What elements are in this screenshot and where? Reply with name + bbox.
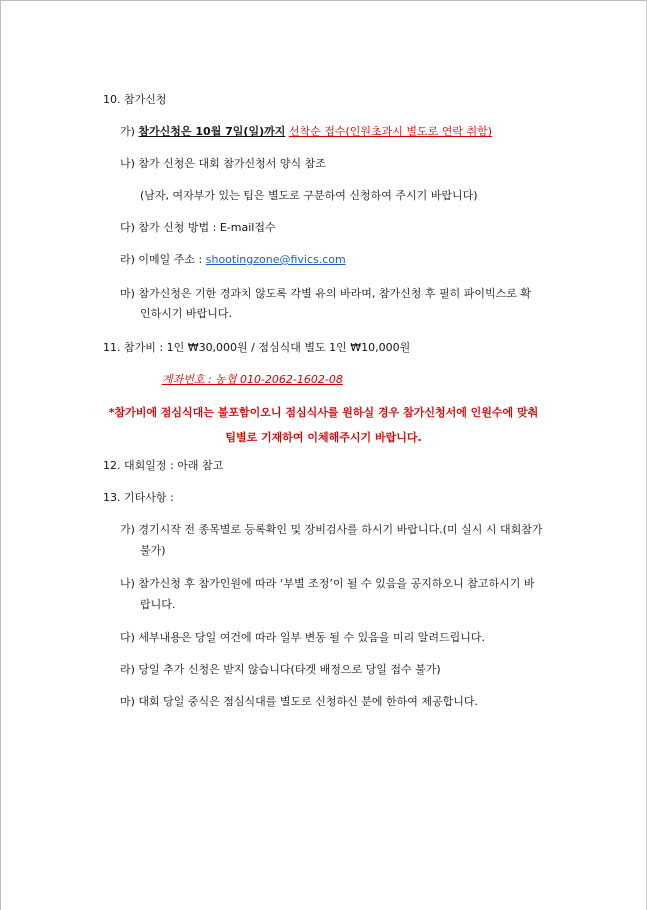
- section-13-item-ma: 마) 대회 당일 중식은 점심식대를 별도로 신청하신 분에 한하여 제공합니다.: [120, 695, 479, 708]
- page-border-left: [0, 0, 1, 910]
- section-10-item-ga: [120, 124, 492, 140]
- item-ga-marker: 가): [120, 125, 135, 138]
- section-13-item-ga-line2: 불가): [140, 544, 166, 557]
- section-13-item-ga-line1: 가) 경기시작 전 종목별로 등록확인 및 장비검사를 하시기 바랍니다.(미 실시 시 대회참가: [120, 523, 543, 536]
- lunch-notice-line1: *참가비에 점심식대는 불포함이오니 점심식사를 원하실 경우 참가신청서에 인원수에 맞춰: [108, 406, 539, 419]
- first-come-notice: 선착순 접수(인원초과시 별도로 연락 취함): [288, 125, 493, 138]
- email-label: 라) 이메일 주소 :: [120, 253, 206, 266]
- section-13-item-ra: 라) 당일 추가 신청은 받지 않습니다(타겟 배정으로 당일 접수 불가): [120, 663, 441, 676]
- section-12-schedule: 12. 대회일정 : 아래 참고: [103, 459, 224, 472]
- section-10-item-da: 다) 참가 신청 방법 : E-mail접수: [120, 221, 276, 234]
- page-border-top: [0, 0, 647, 1]
- deadline-text: 참가신청은 10월 7일(일)까지: [138, 125, 286, 138]
- section-10-item-na-note: (남자, 여자부가 있는 팀은 별도로 구분하여 신청하여 주시기 바랍니다): [140, 189, 478, 202]
- section-13-item-na-line2: 랍니다.: [140, 598, 176, 611]
- lunch-notice-line2: 팀별로 기재하여 이체해주시기 바랍니다.: [225, 431, 422, 444]
- section-11-fee: 11. 참가비 : 1인 ₩30,000원 / 점심식대 별도 1인 ₩10,000원: [103, 341, 411, 354]
- email-link[interactable]: shootingzone@fivics.com: [205, 253, 346, 266]
- section-13-item-na-line1: 나) 참가신청 후 참가인원에 따라 ‘부별 조정’이 될 수 있음을 공지하오니 참고하시기 바: [120, 577, 535, 590]
- section-10-item-ra: [120, 252, 346, 268]
- section-10-heading: 10. 참가신청: [103, 93, 167, 106]
- section-13-item-da: 다) 세부내용은 당일 여건에 따라 일부 변동 될 수 있음을 미리 알려드립니다.: [120, 631, 486, 644]
- section-13-heading: 13. 기타사항 :: [103, 491, 174, 504]
- bank-account: 계좌번호 : 농협 010-2062-1602-08: [162, 373, 343, 386]
- section-10-item-na: 나) 참가 신청은 대회 참가신청서 양식 참조: [120, 157, 326, 170]
- section-10-item-ma-line1: 마) 참가신청은 기한 경과치 않도록 각별 유의 바라며, 참가신청 후 필히 파이빅스로 확: [120, 287, 532, 300]
- section-10-item-ma-line2: 인하시기 바랍니다.: [140, 307, 233, 320]
